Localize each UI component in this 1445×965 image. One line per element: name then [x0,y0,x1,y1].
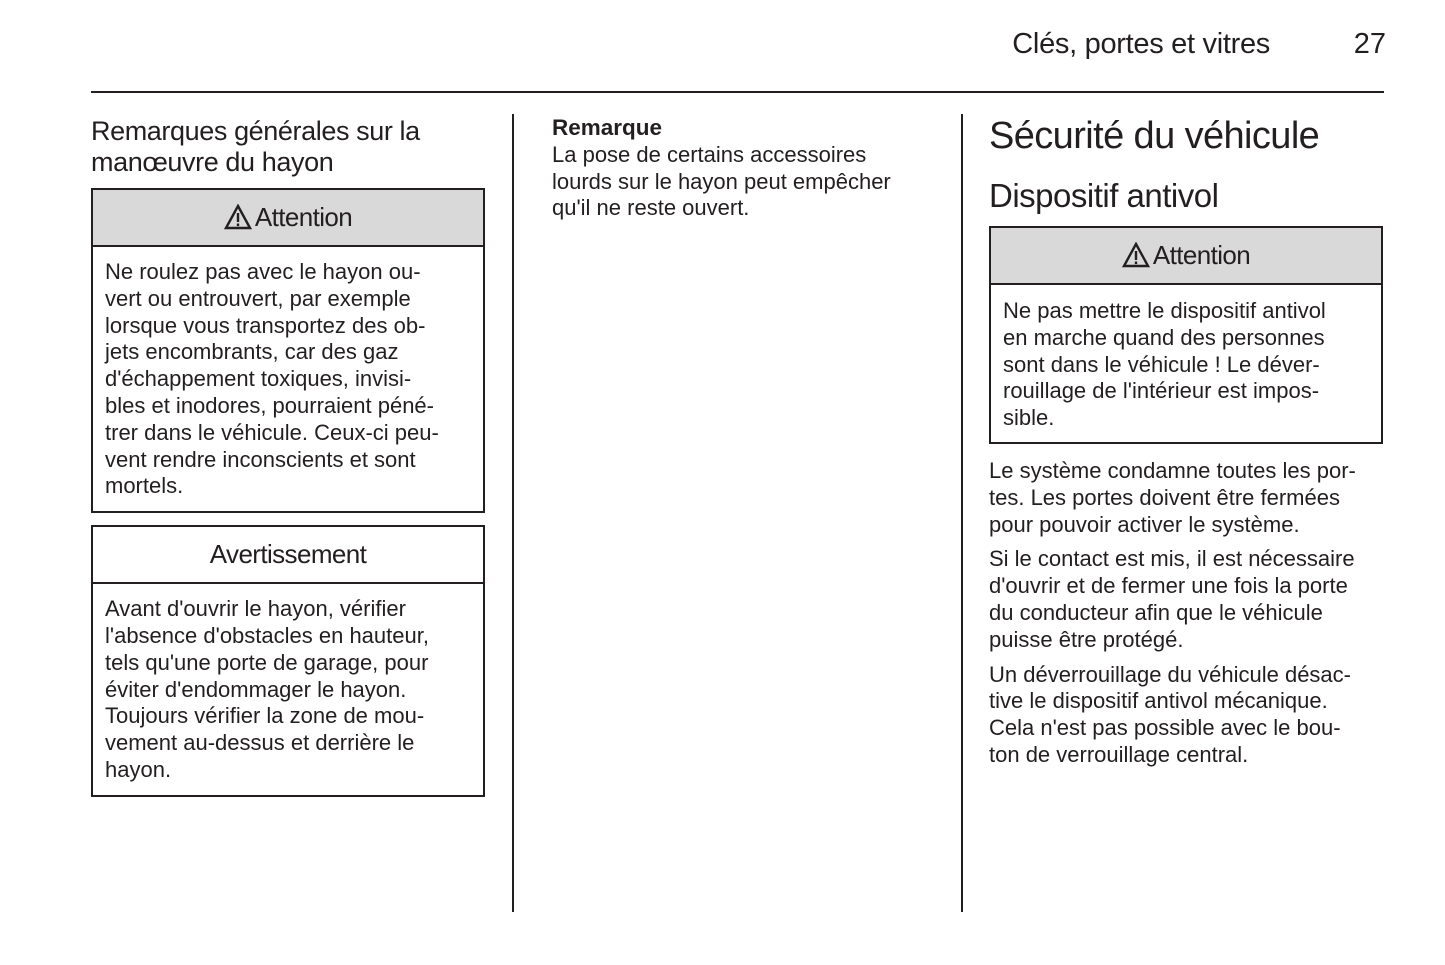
subsection-title: Dispositif antivol [989,177,1219,214]
page-number: 27 [1353,28,1386,60]
attention-box-title: Attention [1152,240,1251,270]
note-label: Remarque [552,115,663,140]
attention-box-header [991,228,1381,285]
attention-box-text: Ne pas mettre le dispositif antivol en marche quand des personnes sont dans le véhicule ! Le déver- rouillage de l'intérieur est impos- sible. [1003,298,1326,431]
note-text: La pose de certains accessoires lourds sur le hayon peut empêcher qu'il ne reste ouvert. [552,141,891,221]
attention-box-header [93,190,483,247]
warning-box-header [93,527,483,584]
paragraph-system-locks: Le système condamne toutes les por- tes. Les portes doivent être fermées pour pouvoir activer le système. [989,457,1356,537]
attention-box-tailgate [91,188,485,513]
section-title: Sécurité du véhicule [989,115,1320,157]
column-divider-2 [961,114,963,912]
warning-triangle-icon [224,204,252,230]
running-header-title: Clés, portes et vitres [1012,28,1270,60]
attention-box-title: Attention [254,202,353,232]
column-left [91,116,485,809]
paragraph-ignition-on: Si le contact est mis, il est nécessaire d'ouvrir et de fermer une fois la porte du conducteur afin que le véhicule puisse être protégé. [989,546,1355,652]
warning-box-title: Avertissement [209,539,367,570]
attention-box-antitheft [989,226,1383,444]
paragraph-unlocking: Un déverrouillage du véhicule désac- tive le dispositif antivol mécanique. Cela n'est pas possible avec le bou- ton de verrouillage central. [989,661,1351,767]
attention-box-text: Ne roulez pas avec le hayon ou- vert ou entrouvert, par exemple lorsque vous transportez des ob- jets encombrants, car des gaz d'échappement toxiques, invisi- bles et inodores, pourraient péné- trer dans le véhicule. Ceux-ci peu- vent rendre inconscients et sont mortels. [105,259,439,499]
header-divider [91,91,1384,93]
section-heading-tailgate: Remarques générales sur la manœuvre du hayon [91,116,420,177]
warning-triangle-icon [1122,242,1150,268]
warning-box-tailgate [91,525,485,797]
warning-box-text: Avant d'ouvrir le hayon, vérifier l'absence d'obstacles en hauteur, tels qu'une porte de garage, pour éviter d'endommager le hayon. Toujours vérifier la zone de mou- vement au-dessus et derrière le hayon. [105,596,429,782]
column-divider-1 [512,114,514,912]
column-right [989,114,1383,777]
column-middle [552,115,937,222]
